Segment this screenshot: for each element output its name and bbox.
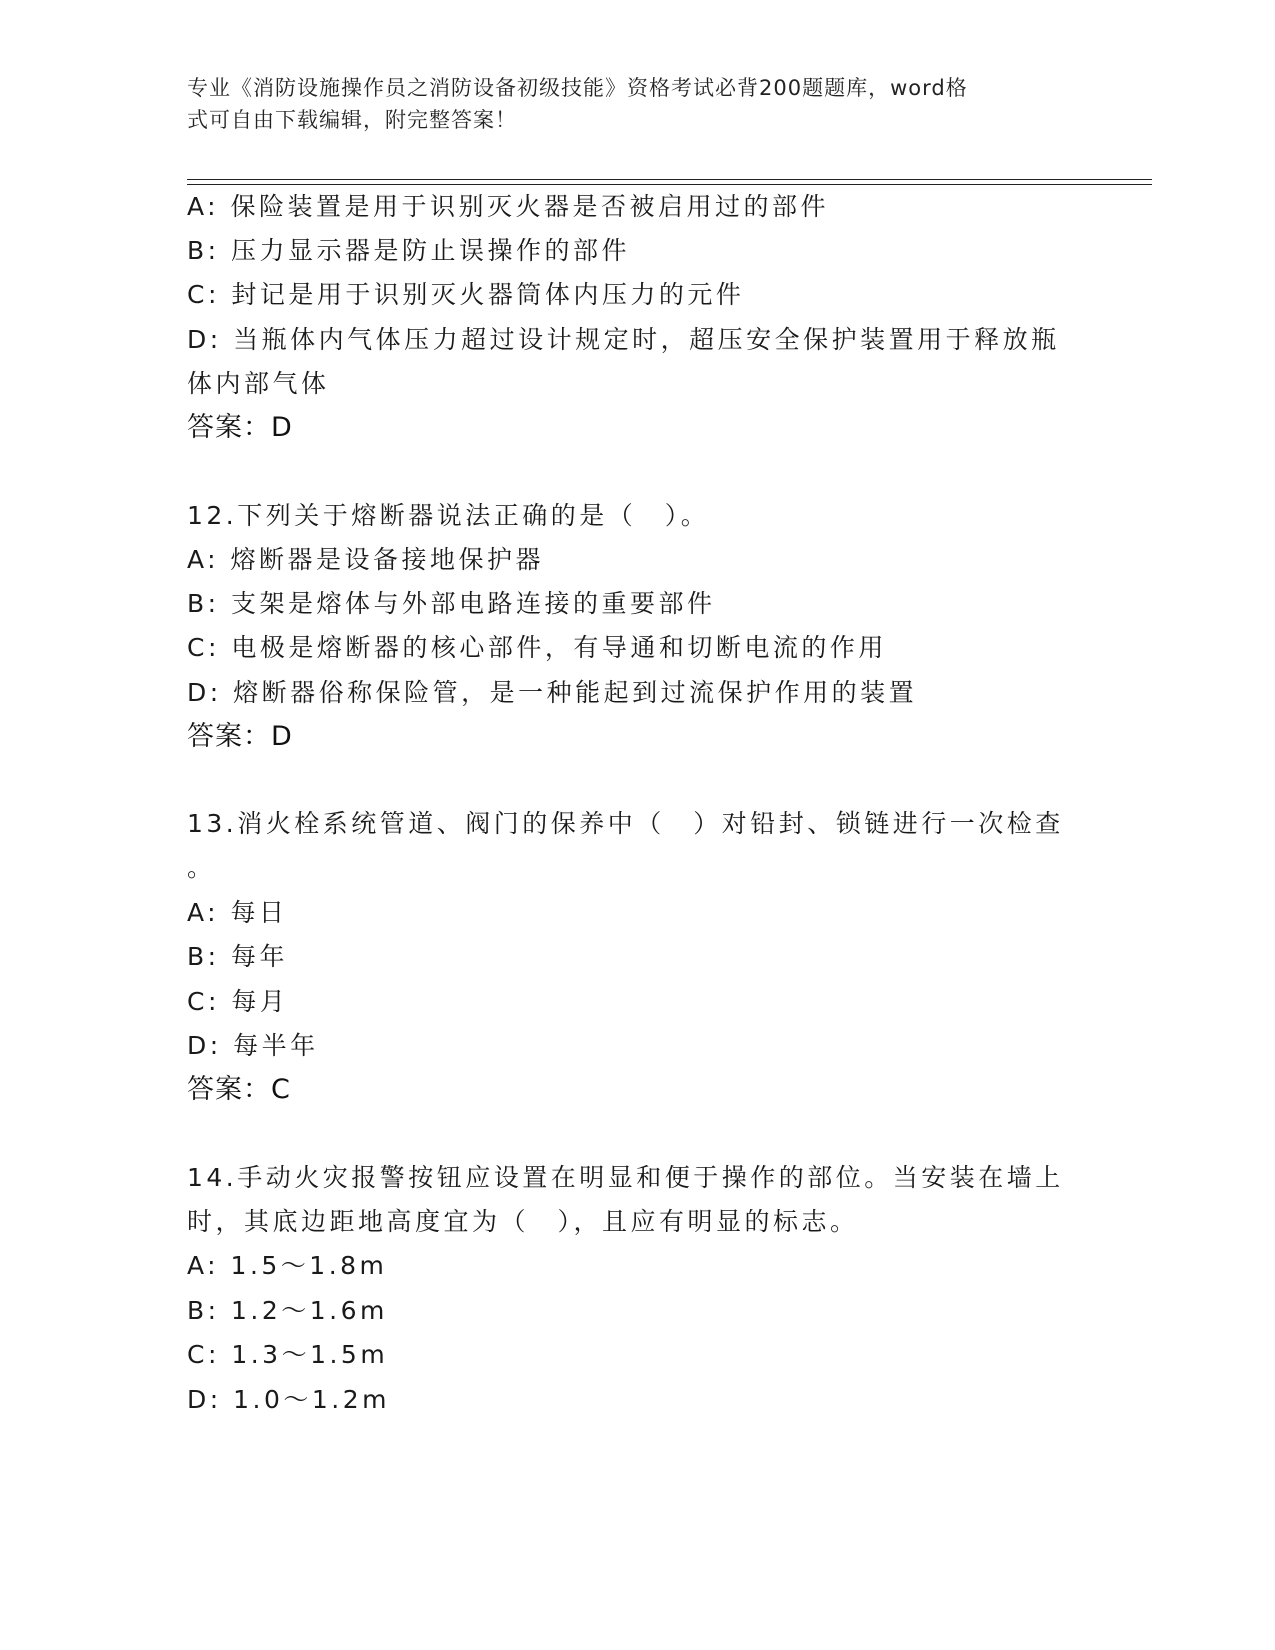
header-divider-top [187, 179, 1152, 180]
q14-option-a: A: 1.5～1.8m [187, 1251, 388, 1280]
q14-option-b: B: 1.2～1.6m [187, 1296, 388, 1325]
q11-answer: 答案：D [187, 412, 293, 443]
q12-option-a: A: 熔断器是设备接地保护器 [187, 545, 545, 574]
q13-question: 13.消火栓系统管道、阀门的保养中（ ）对铅封、锁链进行一次检查 [187, 809, 1064, 838]
q13-option-c: C: 每月 [187, 987, 289, 1016]
q11-option-d-continued: 体内部气体 [187, 369, 330, 398]
q14-option-c: C: 1.3～1.5m [187, 1340, 389, 1369]
q12-answer: 答案：D [187, 721, 293, 752]
header-divider-bottom [187, 184, 1152, 185]
document-header [187, 72, 1067, 136]
q11-option-d: D: 当瓶体内气体压力超过设计规定时，超压安全保护装置用于释放瓶 [187, 325, 1060, 354]
q13-option-a: A: 每日 [187, 898, 288, 927]
q11-option-c: C: 封记是用于识别灭火器筒体内压力的元件 [187, 280, 745, 309]
header-line-1: 专业《消防设施操作员之消防设备初级技能》资格考试必背200题题库，word格 [187, 76, 968, 100]
q12-option-c: C: 电极是熔断器的核心部件，有导通和切断电流的作用 [187, 633, 887, 662]
q12-question: 12.下列关于熔断器说法正确的是（ ）。 [187, 501, 710, 530]
q12-option-d: D: 熔断器俗称保险管，是一种能起到过流保护作用的装置 [187, 678, 918, 707]
q14-question: 14.手动火灾报警按钮应设置在明显和便于操作的部位。当安装在墙上 [187, 1163, 1064, 1192]
q14-option-d: D: 1.0～1.2m [187, 1385, 390, 1414]
q11-option-b: B: 压力显示器是防止误操作的部件 [187, 236, 631, 265]
header-line-2: 式可自由下载编辑，附完整答案！ [187, 108, 517, 132]
q12-option-b: B: 支架是熔体与外部电路连接的重要部件 [187, 589, 716, 618]
q13-option-d: D: 每半年 [187, 1031, 319, 1060]
q11-option-a: A: 保险装置是用于识别灭火器是否被启用过的部件 [187, 192, 830, 221]
q13-option-b: B: 每年 [187, 942, 289, 971]
q14-question-continued: 时，其底边距地高度宜为（ ），且应有明显的标志。 [187, 1207, 859, 1236]
q13-question-continued: 。 [187, 853, 216, 882]
q13-answer: 答案：C [187, 1074, 291, 1105]
